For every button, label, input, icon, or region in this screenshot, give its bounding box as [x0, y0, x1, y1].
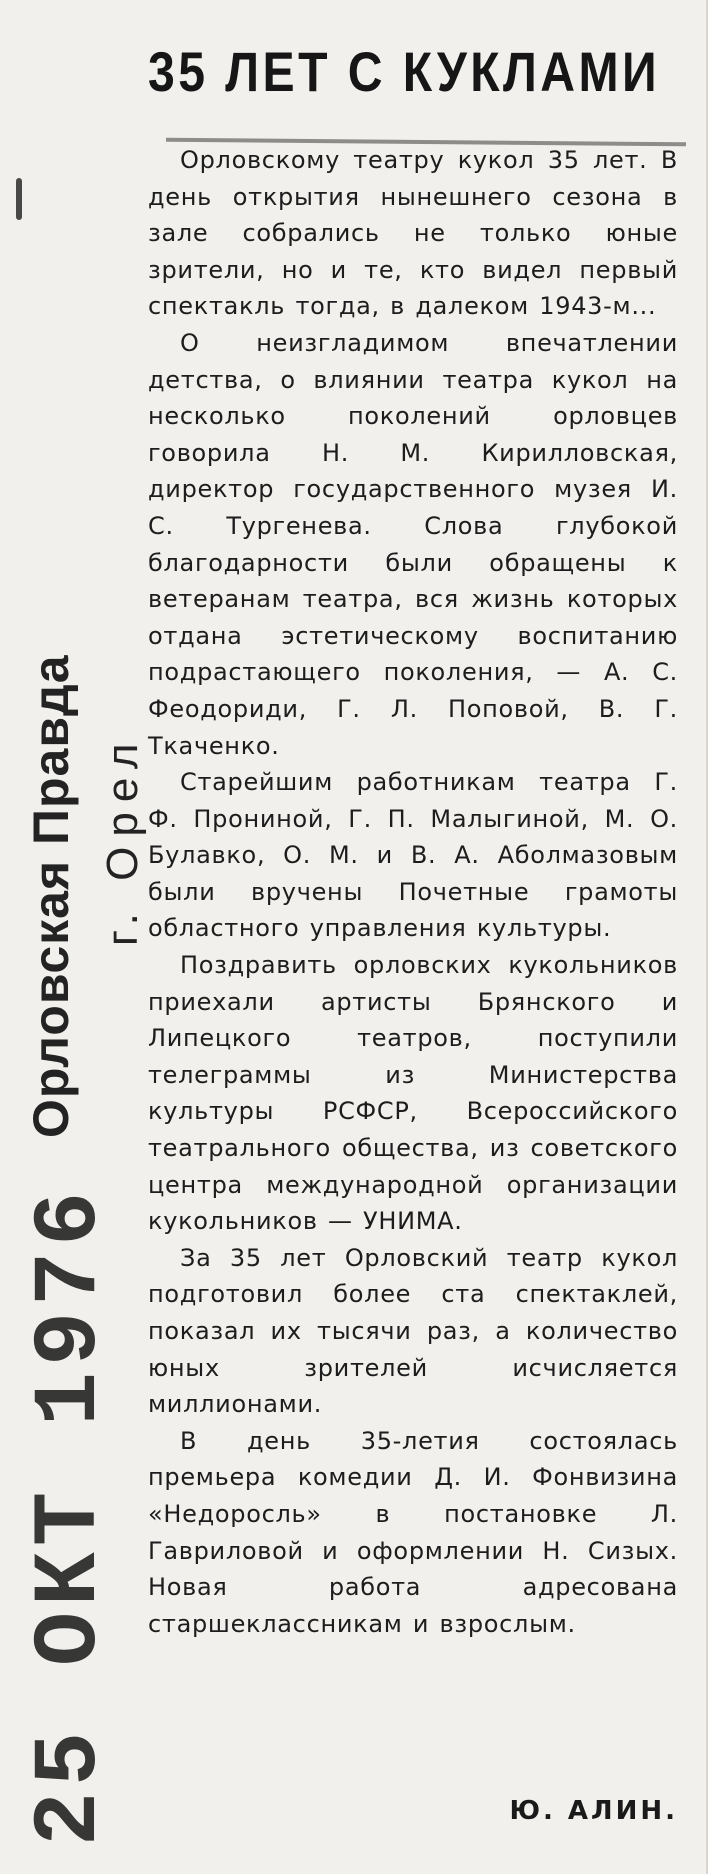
- article: [148, 40, 678, 1642]
- article-paragraph: В день 35-летия состоялась премьера комедии Д. И. Фонвизина «Недоросль» в постановке Л. Гавриловой и оформлении Н. Сизых. Новая работа адресована старшеклассникам и взрослым.: [148, 1426, 678, 1638]
- stamp-date: 25 ОКТ 1976: [20, 1185, 122, 1846]
- stamp-city: г. Орел: [98, 733, 147, 946]
- article-paragraph: Поздравить орловских кукольников приехали артисты Брянского и Липецкого театров, поступили телеграммы из Министерства культуры РСФСР, Всероссийского театрального общества, из советского центра международной организации кукольников — УНИМА.: [148, 951, 678, 1236]
- archive-stamp: [0, 0, 150, 1874]
- article-paragraph: За 35 лет Орловский театр кукол подготовил более ста спектаклей, показал их тысячи раз, а количество юных зрителей исчисляется миллионами.: [148, 1243, 678, 1419]
- article-author: Ю. АЛИН.: [509, 1796, 678, 1826]
- article-paragraph: Орловскому театру кукол 35 лет. В день открытия нынешнего сезона в зале собрались не только юные зрители, но и те, кто видел первый спектакль тогда, в далеком 1943-м...: [148, 146, 678, 321]
- article-headline: 35 ЛЕТ С КУКЛАМИ: [148, 40, 661, 103]
- article-paragraph: Старейшим работникам театра Г. Ф. Прониной, Г. П. Малыгиной, М. О. Булавко, О. М. и В. А. Аболмазовым были вручены Почетные грамоты областного управления культуры.: [148, 768, 678, 943]
- article-paragraph: О неизгладимом впечатлении детства, о влиянии театра кукол на несколько поколений орловцев говорила Н. М. Кирилловская, директор государственного музея И. С. Тургенева. Слова глубокой благодарности были обращены к ветеранам театра, вся жизнь которых отдана эстетическому воспитанию подрастающего поколения, — А. С. Феодориди, Г. Л. Поповой, В. Г. Ткаченко.: [148, 328, 678, 760]
- article-body: [148, 142, 678, 1642]
- stamp-publication: Орловская Правда: [23, 654, 79, 1138]
